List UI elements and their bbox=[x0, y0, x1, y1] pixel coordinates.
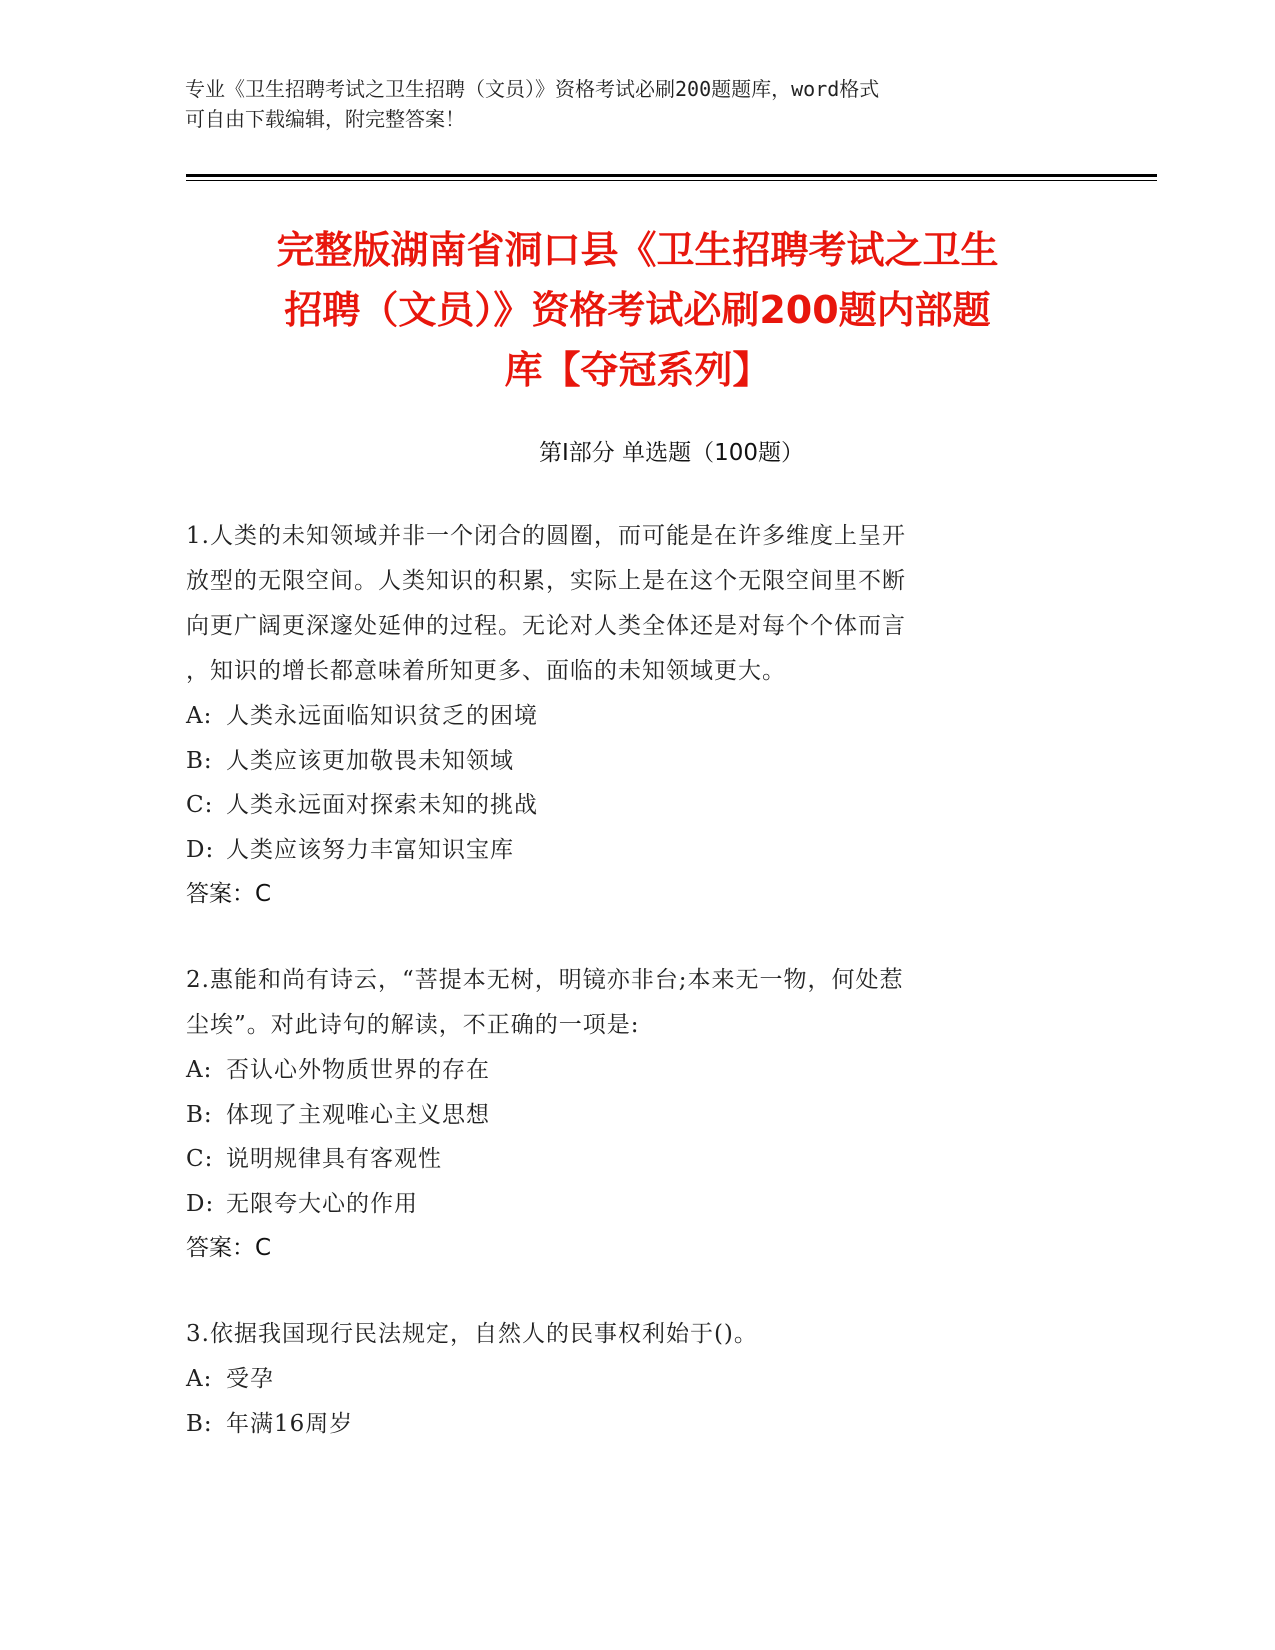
option-letter: D: bbox=[186, 836, 215, 863]
option-b bbox=[186, 1093, 1086, 1138]
option-letter: A: bbox=[186, 703, 213, 729]
question-list bbox=[186, 514, 1086, 1488]
option-letter: A: bbox=[186, 1057, 213, 1083]
option-letter: D: bbox=[186, 1190, 215, 1217]
header-divider-thick bbox=[186, 174, 1157, 177]
option-letter: B: bbox=[186, 747, 213, 774]
option-d bbox=[186, 828, 1086, 873]
option-letter: C: bbox=[186, 792, 214, 818]
question-stem bbox=[186, 1312, 1086, 1357]
option-a bbox=[186, 694, 1086, 739]
option-text: 体现了主观唯心主义思想 bbox=[226, 1101, 490, 1128]
option-text: 年满16周岁 bbox=[226, 1410, 354, 1437]
header-divider-thin bbox=[186, 180, 1157, 181]
answer-label: 答案：C bbox=[186, 881, 272, 907]
question-stem bbox=[186, 514, 1086, 694]
stem-line: ，知识的增长都意味着所知更多、面临的未知领域更大。 bbox=[186, 658, 786, 684]
option-text: 人类应该努力丰富知识宝库 bbox=[226, 836, 514, 863]
stem-line: 1.人类的未知领域并非一个闭合的圆圈，而可能是在许多维度上呈开 bbox=[186, 523, 906, 549]
option-text: 人类应该更加敬畏未知领域 bbox=[226, 747, 514, 774]
option-letter: A: bbox=[186, 1366, 213, 1392]
option-text: 人类永远面对探索未知的挑战 bbox=[226, 792, 538, 818]
option-letter: B: bbox=[186, 1101, 213, 1128]
option-b bbox=[186, 739, 1086, 784]
header-note-line: 可自由下载编辑，附完整答案！ bbox=[185, 107, 465, 131]
stem-line: 3.依据我国现行民法规定，自然人的民事权利始于()。 bbox=[186, 1321, 758, 1347]
title-line: 库【夺冠系列】 bbox=[504, 348, 771, 392]
answer-label: 答案：C bbox=[186, 1235, 272, 1261]
option-c bbox=[186, 783, 1086, 828]
option-text: 人类永远面临知识贫乏的困境 bbox=[226, 703, 538, 729]
header-note bbox=[185, 74, 1085, 134]
title-line: 完整版湖南省洞口县《卫生招聘考试之卫生 bbox=[276, 228, 999, 272]
question-stem bbox=[186, 958, 1086, 1048]
option-text: 说明规律具有客观性 bbox=[226, 1146, 442, 1172]
stem-line: 放型的无限空间。人类知识的积累，实际上是在这个无限空间里不断 bbox=[186, 568, 906, 594]
document-title bbox=[170, 220, 1105, 400]
option-a bbox=[186, 1048, 1086, 1093]
stem-line: 尘埃”。对此诗句的解读，不正确的一项是: bbox=[186, 1012, 640, 1038]
option-text: 无限夸大心的作用 bbox=[226, 1190, 418, 1217]
question-2 bbox=[186, 958, 1086, 1270]
section-title: 第Ⅰ部分 单选题（100题） bbox=[539, 440, 804, 466]
question-3 bbox=[186, 1312, 1086, 1446]
option-a bbox=[186, 1357, 1086, 1402]
stem-line: 2.惠能和尚有诗云，“菩提本无树，明镜亦非台;本来无一物，何处惹 bbox=[186, 967, 904, 993]
option-text: 受孕 bbox=[226, 1366, 274, 1392]
title-line: 招聘（文员）》资格考试必刷200题内部题 bbox=[284, 288, 991, 332]
question-1 bbox=[186, 514, 1086, 916]
option-letter: B: bbox=[186, 1410, 213, 1437]
option-c bbox=[186, 1137, 1086, 1182]
option-letter: C: bbox=[186, 1146, 214, 1172]
option-text: 否认心外物质世界的存在 bbox=[226, 1057, 490, 1083]
option-d bbox=[186, 1182, 1086, 1227]
header-note-line: 专业《卫生招聘考试之卫生招聘（文员）》资格考试必刷200题题库，word格式 bbox=[185, 77, 880, 101]
option-b bbox=[186, 1402, 1086, 1447]
stem-line: 向更广阔更深邃处延伸的过程。无论对人类全体还是对每个个体而言 bbox=[186, 613, 906, 639]
